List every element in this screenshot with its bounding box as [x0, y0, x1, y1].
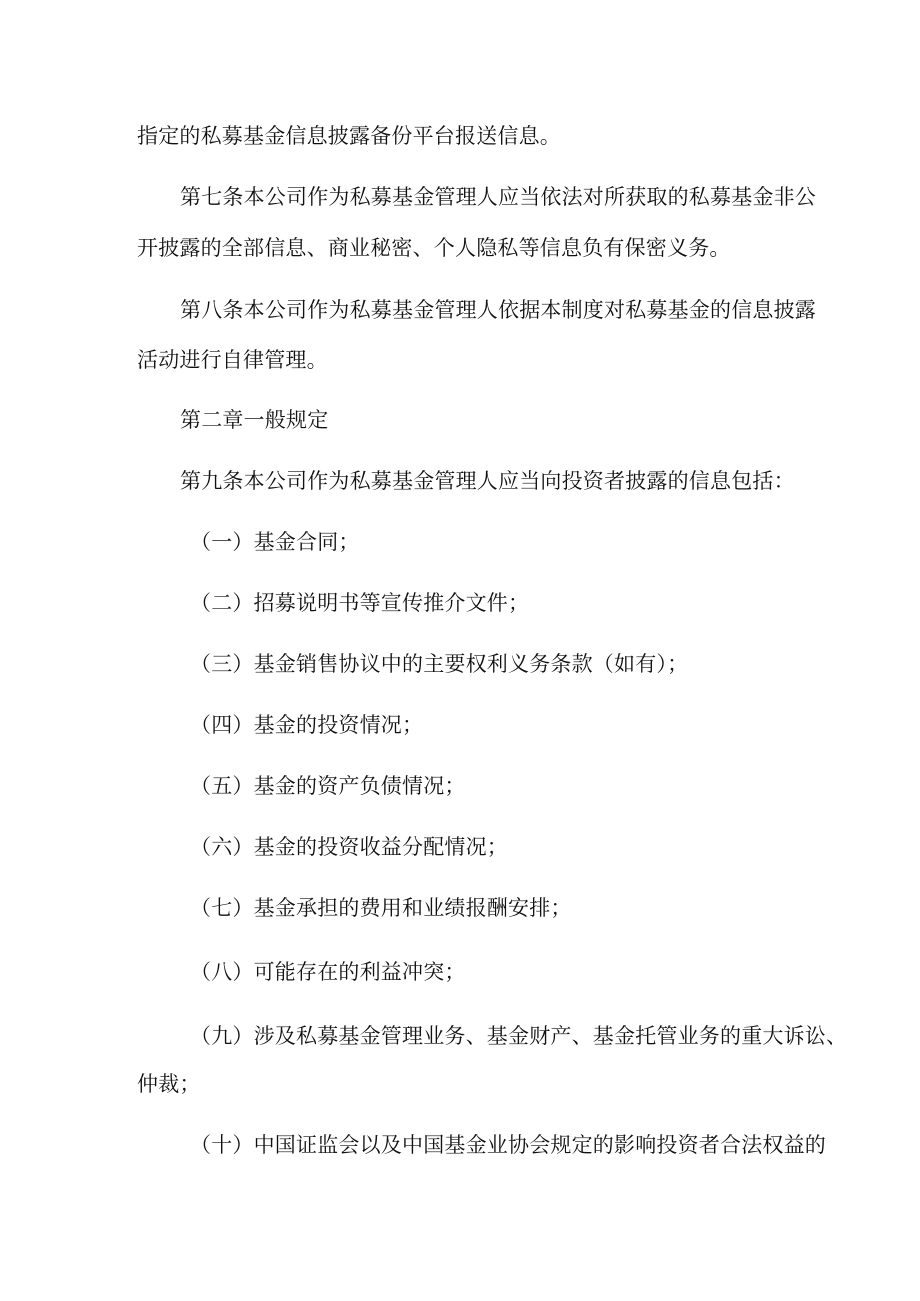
list-item-6: （六）基金的投资收益分配情况；: [190, 835, 508, 859]
list-item-1: （一）基金合同；: [190, 530, 360, 554]
chapter-heading: 第二章一般规定: [180, 408, 329, 432]
article-7-line-2: 开披露的全部信息、商业秘密、个人隐私等信息负有保密义务。: [137, 236, 731, 260]
list-item-7: （七）基金承担的费用和业绩报酬安排；: [190, 896, 572, 920]
list-item-5: （五）基金的资产负债情况；: [190, 774, 466, 798]
list-item-9-line-1: （九）涉及私募基金管理业务、基金财产、基金托管业务的重大诉讼、: [190, 1024, 848, 1048]
article-8-line-2: 活动进行自律管理。: [137, 348, 328, 372]
article-8-line-1: 第八条本公司作为私募基金管理人依据本制度对私募基金的信息披露: [180, 298, 816, 322]
article-7-line-1: 第七条本公司作为私募基金管理人应当依法对所获取的私募基金非公: [180, 185, 816, 209]
list-item-8: （八）可能存在的利益冲突；: [190, 960, 466, 984]
list-item-9-line-2: 仲裁；: [137, 1072, 201, 1096]
list-item-2: （二）招募说明书等宣传推介文件；: [190, 591, 530, 615]
list-item-4: （四）基金的投资情况；: [190, 713, 424, 737]
list-item-10-line-1: （十）中国证监会以及中国基金业协会规定的影响投资者合法权益的: [190, 1133, 826, 1157]
text-line: 指定的私募基金信息披露备份平台报送信息。: [137, 124, 561, 148]
article-9-line: 第九条本公司作为私募基金管理人应当向投资者披露的信息包括：: [180, 469, 795, 493]
list-item-3: （三）基金销售协议中的主要权利义务条款（如有）；: [190, 652, 689, 676]
